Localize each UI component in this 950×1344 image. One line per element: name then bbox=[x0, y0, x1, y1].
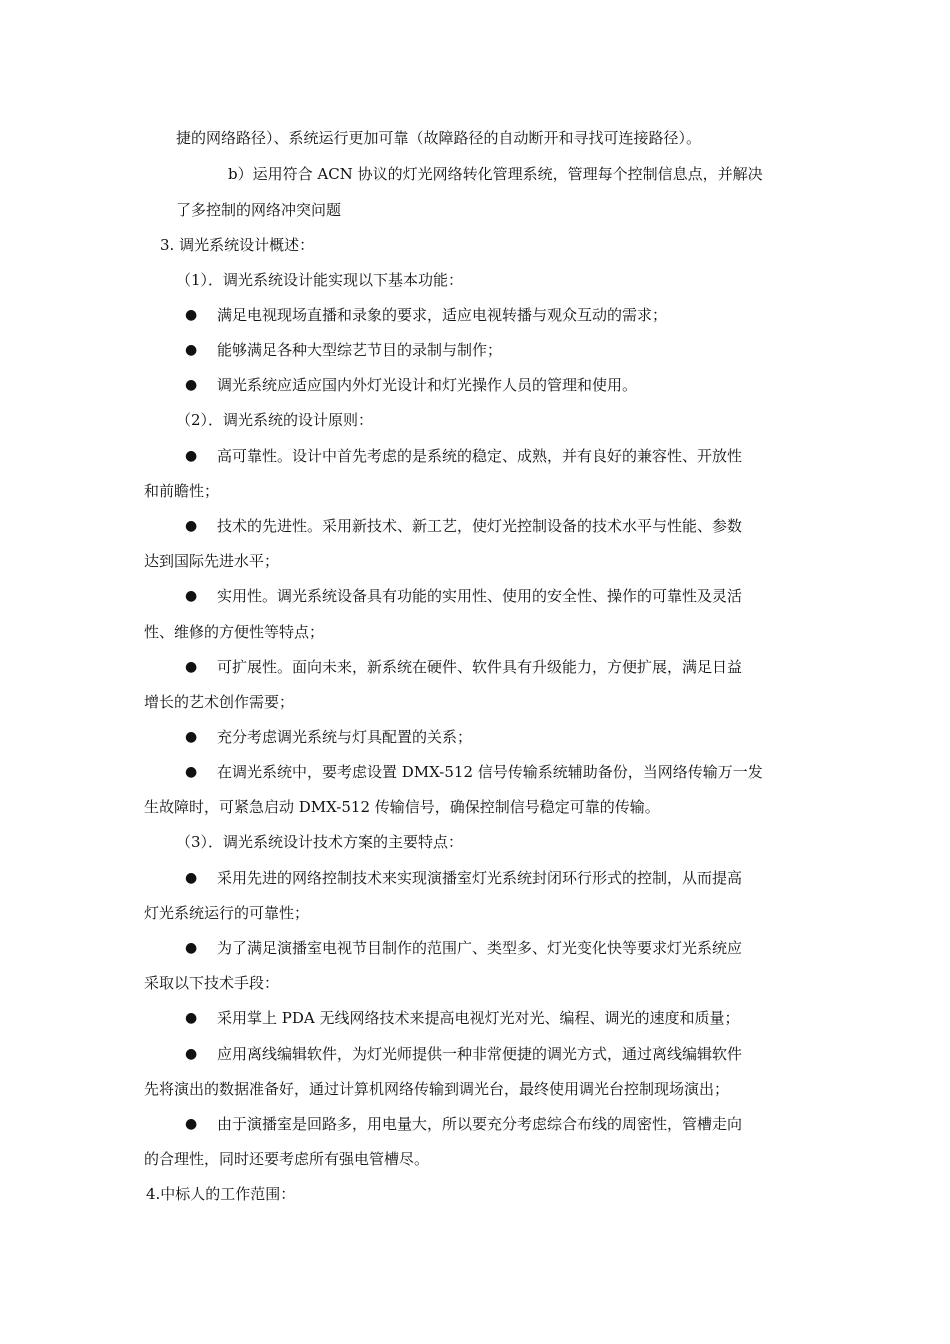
bullet-item: 充分考虑调光系统与灯具配置的关系； bbox=[217, 728, 473, 746]
bullet-item-continuation: 采取以下技术手段： bbox=[144, 974, 280, 992]
paragraph-line: 了多控制的网络冲突问题 bbox=[176, 201, 342, 219]
bullet-item: 可扩展性。面向未来，新系统在硬件、软件具有升级能力，方便扩展，满足日益 bbox=[217, 658, 743, 676]
bullet-icon: ● bbox=[185, 764, 198, 780]
bullet-item: 应用离线编辑软件，为灯光师提供一种非常便捷的调光方式，通过离线编辑软件 bbox=[217, 1045, 743, 1063]
bullet-item-continuation: 灯光系统运行的可靠性； bbox=[144, 904, 310, 922]
bullet-icon: ● bbox=[185, 870, 198, 886]
bullet-icon: ● bbox=[185, 377, 198, 393]
bullet-icon: ● bbox=[185, 1046, 198, 1062]
bullet-icon: ● bbox=[185, 342, 198, 358]
section-heading: 4.中标人的工作范围： bbox=[146, 1185, 296, 1203]
section-heading: 3. 调光系统设计概述： bbox=[160, 236, 315, 254]
bullet-item-continuation: 生故障时，可紧急启动 DMX-512 传输信号，确保控制信号稳定可靠的传输。 bbox=[144, 798, 660, 816]
bullet-icon: ● bbox=[185, 940, 198, 956]
bullet-icon: ● bbox=[185, 659, 198, 675]
bullet-icon: ● bbox=[185, 1116, 198, 1132]
bullet-icon: ● bbox=[185, 729, 198, 745]
bullet-item: 调光系统应适应国内外灯光设计和灯光操作人员的管理和使用。 bbox=[217, 376, 638, 394]
paragraph-line: 捷的网络路径）、系统运行更加可靠（故障路径的自动断开和寻找可连接路径）。 bbox=[176, 129, 702, 147]
subsection-heading: （1）．调光系统设计能实现以下基本功能： bbox=[176, 271, 464, 289]
bullet-item: 高可靠性。设计中首先考虑的是系统的稳定、成熟，并有良好的兼容性、开放性 bbox=[217, 447, 743, 465]
bullet-item-continuation: 增长的艺术创作需要； bbox=[144, 693, 295, 711]
bullet-icon: ● bbox=[185, 518, 198, 534]
bullet-item-continuation: 性、维修的方便性等特点； bbox=[144, 623, 325, 641]
bullet-item: 在调光系统中，要考虑设置 DMX-512 信号传输系统辅助备份，当网络传输万一发 bbox=[217, 763, 763, 781]
subsection-heading: （2）．调光系统的设计原则： bbox=[176, 411, 374, 429]
bullet-item-continuation: 达到国际先进水平； bbox=[144, 552, 280, 570]
bullet-icon: ● bbox=[185, 448, 198, 464]
bullet-item: 采用掌上 PDA 无线网络技术来提高电视灯光对光、编程、调光的速度和质量； bbox=[217, 1009, 740, 1027]
bullet-icon: ● bbox=[185, 307, 198, 323]
bullet-item: 满足电视现场直播和录象的要求，适应电视转播与观众互动的需求； bbox=[217, 306, 668, 324]
bullet-item-continuation: 先将演出的数据准备好，通过计算机网络传输到调光台，最终使用调光台控制现场演出； bbox=[144, 1080, 730, 1098]
bullet-item-continuation: 的合理性，同时还要考虑所有强电管槽尽。 bbox=[144, 1150, 430, 1168]
bullet-item-continuation: 和前瞻性； bbox=[144, 482, 220, 500]
bullet-item: 为了满足演播室电视节目制作的范围广、类型多、灯光变化快等要求灯光系统应 bbox=[217, 939, 743, 957]
bullet-icon: ● bbox=[185, 588, 198, 604]
bullet-item: 实用性。调光系统设备具有功能的实用性、使用的安全性、操作的可靠性及灵活 bbox=[217, 587, 743, 605]
paragraph-line: b）运用符合 ACN 协议的灯光网络转化管理系统，管理每个控制信息点，并解决 bbox=[228, 165, 763, 183]
bullet-item: 技术的先进性。采用新技术、新工艺，使灯光控制设备的技术水平与性能、参数 bbox=[217, 517, 743, 535]
subsection-heading: （3）．调光系统设计技术方案的主要特点： bbox=[176, 833, 464, 851]
bullet-item: 由于演播室是回路多，用电量大，所以要充分考虑综合布线的周密性，管槽走向 bbox=[217, 1115, 743, 1133]
bullet-item: 采用先进的网络控制技术来实现演播室灯光系统封闭环行形式的控制，从而提高 bbox=[217, 869, 743, 887]
bullet-item: 能够满足各种大型综艺节目的录制与制作； bbox=[217, 341, 503, 359]
bullet-icon: ● bbox=[185, 1010, 198, 1026]
